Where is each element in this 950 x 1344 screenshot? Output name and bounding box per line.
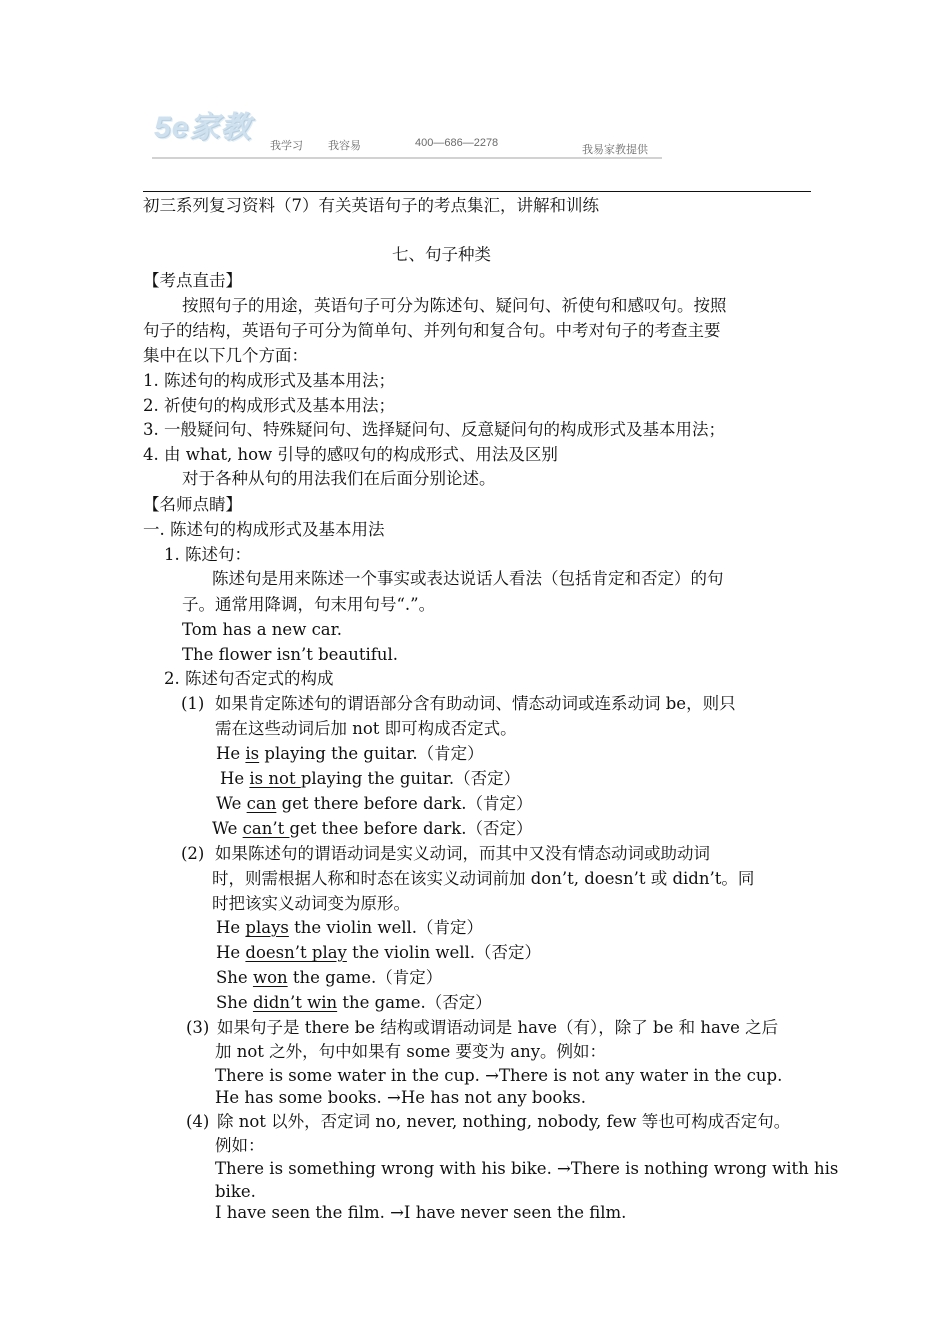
rule-4-example-1: There is something wrong with his bike. →There is nothing wrong with his <box>215 1159 839 1178</box>
rule-3-number: (3) <box>186 1018 210 1037</box>
rule-1-example-4 <box>212 819 532 839</box>
rule-2-example-2 <box>216 943 541 963</box>
header-slogan-1: 我学习 <box>270 140 303 152</box>
part-1-heading: 一. 陈述句的构成形式及基本用法 <box>143 520 385 539</box>
list-item-3: 3. 一般疑问句、特殊疑问句、选择疑问句、反意疑问句的构成形式及基本用法； <box>143 420 725 439</box>
rule-3-line-1: 如果句子是 there be 结构或谓语动词是 have（有），除了 be 和 have 之后 <box>217 1018 779 1037</box>
example-text: He <box>216 744 246 763</box>
rule-4-example-3: I have seen the film. →I have never seen the film. <box>215 1203 627 1222</box>
clause-note: 对于各种从句的用法我们在后面分别论述。 <box>182 469 496 488</box>
section-heading: 七、句子种类 <box>392 245 491 264</box>
rule-2-example-3 <box>216 968 442 988</box>
example-text: get thee before dark.（否定） <box>289 819 533 838</box>
rule-2-line-1: 如果陈述句的谓语动词是实义动词，而其中又没有情态动词或助动词 <box>215 844 710 863</box>
title-rule <box>143 191 811 192</box>
rule-2-example-4 <box>216 993 492 1013</box>
list-item-2: 2. 祈使句的构成形式及基本用法； <box>143 396 395 415</box>
rule-1-example-3 <box>216 794 533 814</box>
example-text: He <box>220 769 250 788</box>
header-provider: 我易家教提供 <box>582 144 648 156</box>
definition-line-2: 子。通常用降调，句末用句号“.”。 <box>182 595 436 614</box>
underlined-verb: doesn’t play <box>245 943 347 962</box>
rule-4-line-2: 例如： <box>215 1136 265 1155</box>
example-tom: Tom has a new car. <box>182 620 342 639</box>
underlined-verb: won <box>252 968 288 987</box>
logo-text: 5e家教 <box>154 111 252 144</box>
document-title: 初三系列复习资料（7）有关英语句子的考点集汇，讲解和训练 <box>143 196 599 215</box>
intro-line-1: 按照句子的用途，英语句子可分为陈述句、疑问句、祈使句和感叹句。按照 <box>182 296 727 315</box>
rule-2-number: (2) <box>181 844 205 863</box>
example-text: We <box>212 819 243 838</box>
sub-heading-2: 2. 陈述句否定式的构成 <box>164 669 334 688</box>
example-text: the violin well.（肯定） <box>288 918 484 937</box>
rule-1-line-1: 如果肯定陈述句的谓语部分含有助动词、情态动词或连系动词 be，则只 <box>215 694 736 713</box>
header-phone: 400—686—2278 <box>415 137 499 149</box>
example-text: She <box>216 968 253 987</box>
intro-line-3: 集中在以下几个方面： <box>143 346 308 365</box>
rule-1-example-2 <box>220 769 520 789</box>
underlined-verb: is not <box>249 769 301 788</box>
logo <box>154 96 279 146</box>
list-item-4: 4. 由 what, how 引导的感叹句的构成形式、用法及区别 <box>143 445 558 464</box>
definition-line-1: 陈述句是用来陈述一个事实或表达说话人看法（包括肯定和否定）的句 <box>212 569 724 588</box>
example-text: playing the guitar.（肯定） <box>259 744 484 763</box>
rule-4-example-2: bike. <box>215 1182 256 1201</box>
example-flower: The flower isn’t beautiful. <box>182 645 399 664</box>
rule-1-example-1 <box>216 744 484 764</box>
mingshi-heading: 【名师点睛】 <box>143 495 242 514</box>
example-text: the violin well.（否定） <box>346 943 542 962</box>
example-text: playing the guitar.（否定） <box>300 769 521 788</box>
rule-3-line-2: 加 not 之外，句中如果有 some 要变为 any。例如： <box>215 1042 607 1061</box>
kaodian-heading: 【考点直击】 <box>143 271 242 290</box>
rule-1-number: (1) <box>181 694 205 713</box>
rule-3-example-2: He has some books. →He has not any books. <box>215 1088 587 1107</box>
example-text: She <box>216 993 253 1012</box>
rule-2-line-2: 时，则需根据人称和时态在该实义动词前加 don’t, doesn’t 或 didn’t。同 <box>212 869 755 888</box>
header-slogan-2: 我容易 <box>328 140 361 152</box>
rule-4-line-1: 除 not 以外，否定词 no, never, nothing, nobody, few 等也可构成否定句。 <box>217 1112 791 1131</box>
rule-4-number: (4) <box>186 1112 210 1131</box>
underlined-verb: can <box>246 794 277 813</box>
example-text: the game.（肯定） <box>287 968 443 987</box>
rule-1-line-2: 需在这些动词后加 not 即可构成否定式。 <box>215 719 517 738</box>
example-text: We <box>216 794 247 813</box>
rule-3-example-1: There is some water in the cup. →There is not any water in the cup. <box>215 1066 783 1085</box>
underlined-verb: is <box>245 744 260 763</box>
example-text: the game.（否定） <box>337 993 492 1012</box>
example-text: get there before dark.（肯定） <box>276 794 533 813</box>
intro-line-2: 句子的结构，英语句子可分为简单句、并列句和复合句。中考对句子的考查主要 <box>143 321 721 340</box>
example-text: He <box>216 918 246 937</box>
underlined-verb: can’t <box>242 819 290 838</box>
rule-2-line-3: 时把该实义动词变为原形。 <box>212 894 410 913</box>
rule-2-example-1 <box>216 918 483 938</box>
sub-heading-1: 1. 陈述句： <box>164 545 251 564</box>
underlined-verb: plays <box>245 918 289 937</box>
underlined-verb: didn’t win <box>252 993 338 1012</box>
example-text: He <box>216 943 246 962</box>
list-item-1: 1. 陈述句的构成形式及基本用法； <box>143 371 395 390</box>
header-rule <box>152 157 662 159</box>
